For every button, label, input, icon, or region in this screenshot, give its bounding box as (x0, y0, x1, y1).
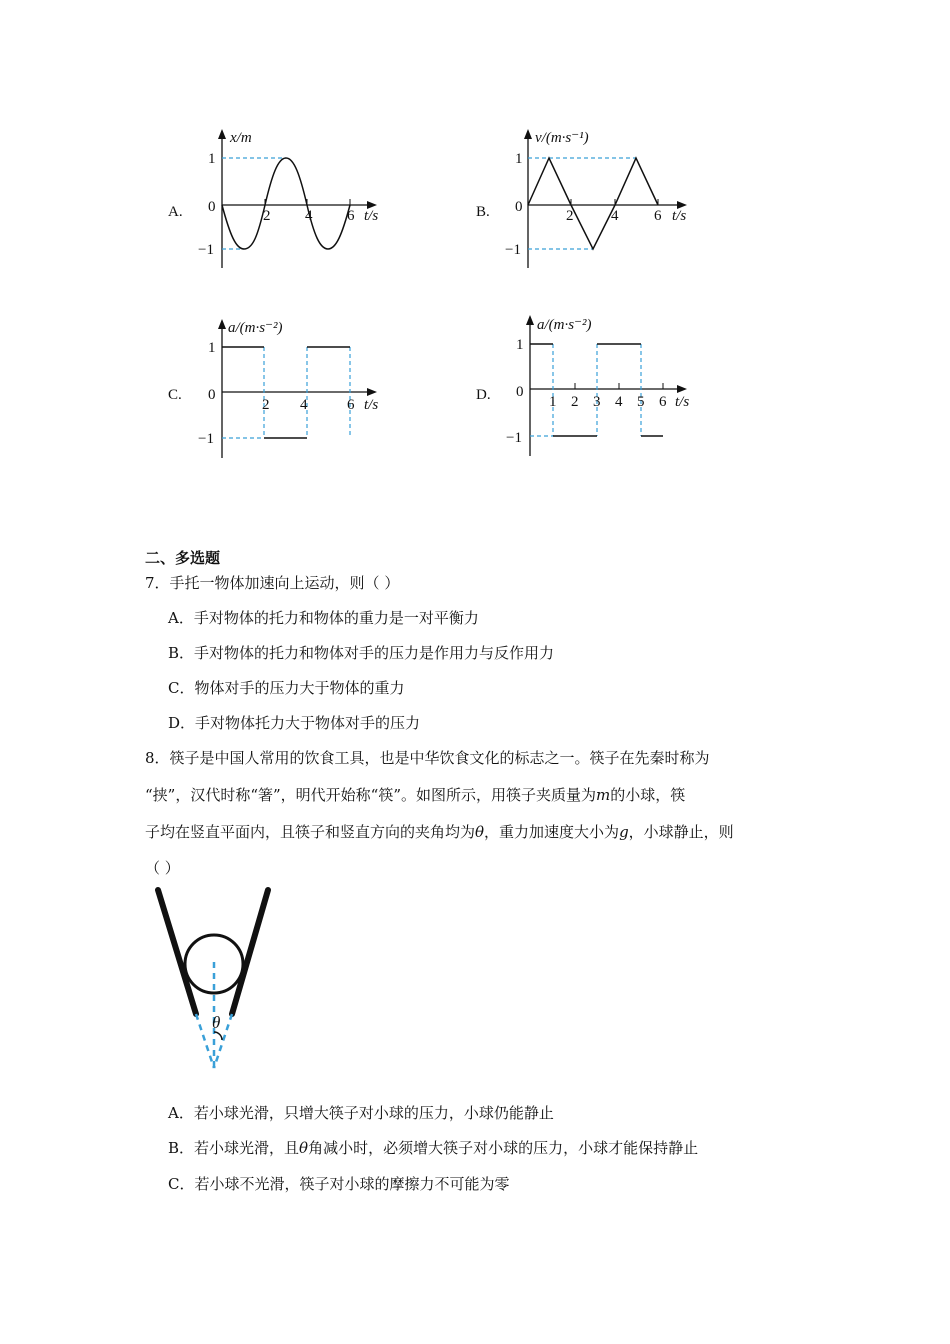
y-axis-label: v/(m·s⁻¹) (535, 130, 589, 146)
graph-a-svg (160, 125, 400, 275)
q8-line-1: 8．筷子是中国人常用的饮食工具，也是中华饮食文化的标志之一。筷子在先秦时称为 (145, 749, 710, 767)
q8-line-2 (145, 785, 685, 805)
tick-y-1: 1 (515, 151, 523, 167)
option-label-c: C. (168, 387, 182, 403)
tick-x-4: 4 (611, 208, 619, 224)
q7-option-d: D．手对物体托力大于物体对手的压力 (168, 714, 421, 732)
y-axis-label: x/m (230, 130, 252, 146)
tick-x-6: 6 (659, 394, 667, 410)
tick-x-6: 6 (347, 397, 355, 413)
q8-option-b (168, 1138, 698, 1158)
tick-x-5: 5 (637, 394, 645, 410)
chopsticks-figure (148, 882, 288, 1082)
velocity-curve (528, 158, 658, 249)
x-axis-arrow (677, 385, 687, 393)
tick-x-6: 6 (347, 208, 355, 224)
tick-x-4: 4 (615, 394, 623, 410)
tick-y-neg1: −1 (198, 242, 214, 258)
tick-x-4: 4 (300, 397, 308, 413)
q8-line-3a: 子均在竖直平面内，且筷子和竖直方向的夹角均为 (145, 823, 476, 841)
q8-line-3c: ，小球静止，则 (628, 823, 734, 841)
tick-y-neg1: −1 (506, 430, 522, 446)
displacement-curve (222, 158, 350, 249)
graph-c (160, 315, 400, 465)
y-axis-label: a/(m·s⁻²) (537, 317, 592, 333)
q8-option-b-a: B．若小球光滑，且 (168, 1139, 300, 1157)
section-title: 二、多选题 (145, 549, 221, 567)
q7-option-c: C．物体对手的压力大于物体的重力 (168, 679, 405, 697)
q8-line-4: （ ） (145, 859, 180, 877)
option-label-b: B. (476, 204, 490, 220)
t-axis-label: t/s (364, 208, 379, 224)
tick-x-2: 2 (262, 397, 270, 413)
right-chopstick (232, 890, 268, 1014)
t-axis-label: t/s (364, 397, 379, 413)
x-axis-arrow (367, 388, 377, 396)
var-theta: θ (475, 823, 485, 841)
tick-x-1: 1 (549, 394, 557, 410)
tick-y-neg1: −1 (198, 431, 214, 447)
tick-x-2: 2 (571, 394, 579, 410)
q8-option-a: A．若小球光滑，只增大筷子对小球的压力，小球仍能静止 (168, 1104, 554, 1122)
graph-c-svg (160, 315, 400, 465)
y-axis-arrow (218, 129, 226, 139)
q8-option-b-b: 角减小时，必须增大筷子对小球的压力，小球才能保持静止 (308, 1139, 699, 1157)
y-axis-arrow (524, 129, 532, 139)
q7-stem: 7．手托一物体加速向上运动，则（ ） (145, 574, 400, 592)
t-axis-label: t/s (675, 394, 690, 410)
y-axis-label: a/(m·s⁻²) (228, 320, 283, 336)
tick-y-1: 1 (208, 340, 216, 356)
tick-x-2: 2 (263, 208, 271, 224)
tick-y-1: 1 (516, 337, 524, 353)
q8-line-2a: “挟”，汉代时称“箸”，明代开始称“筷”。如图所示，用筷子夹质量为 (145, 786, 597, 804)
q8-line-3b: ，重力加速度大小为 (484, 823, 620, 841)
left-chopstick (158, 890, 196, 1014)
option-label-d: D. (476, 387, 491, 403)
tick-x-4: 4 (305, 208, 313, 224)
graph-b-svg (468, 125, 708, 275)
var-g: g (619, 823, 629, 841)
graph-d (468, 311, 708, 461)
graph-d-svg (468, 311, 708, 461)
graph-a (160, 125, 400, 275)
q8-line-2b: 的小球，筷 (610, 786, 686, 804)
q7-option-b: B．手对物体的托力和物体对手的压力是作用力与反作用力 (168, 644, 555, 662)
tick-y-1: 1 (208, 151, 216, 167)
var-theta-b: θ (299, 1139, 309, 1157)
tick-y-0: 0 (208, 199, 216, 215)
y-axis-arrow (218, 319, 226, 329)
tick-x-6: 6 (654, 208, 662, 224)
option-label-a: A. (168, 204, 183, 220)
tick-y-0: 0 (515, 199, 523, 215)
var-m: m (596, 786, 611, 804)
tick-y-0: 0 (516, 384, 524, 400)
y-axis-arrow (526, 315, 534, 325)
t-axis-label: t/s (672, 208, 687, 224)
tick-y-0: 0 (208, 387, 216, 403)
q8-line-3 (145, 822, 734, 842)
tick-x-3: 3 (593, 394, 601, 410)
q7-option-a: A．手对物体的托力和物体的重力是一对平衡力 (168, 609, 479, 627)
q8-option-c: C．若小球不光滑，筷子对小球的摩擦力不可能为零 (168, 1175, 510, 1193)
theta-label: θ (212, 1013, 221, 1032)
graph-b (468, 125, 708, 275)
tick-y-neg1: −1 (505, 242, 521, 258)
tick-x-2: 2 (566, 208, 574, 224)
